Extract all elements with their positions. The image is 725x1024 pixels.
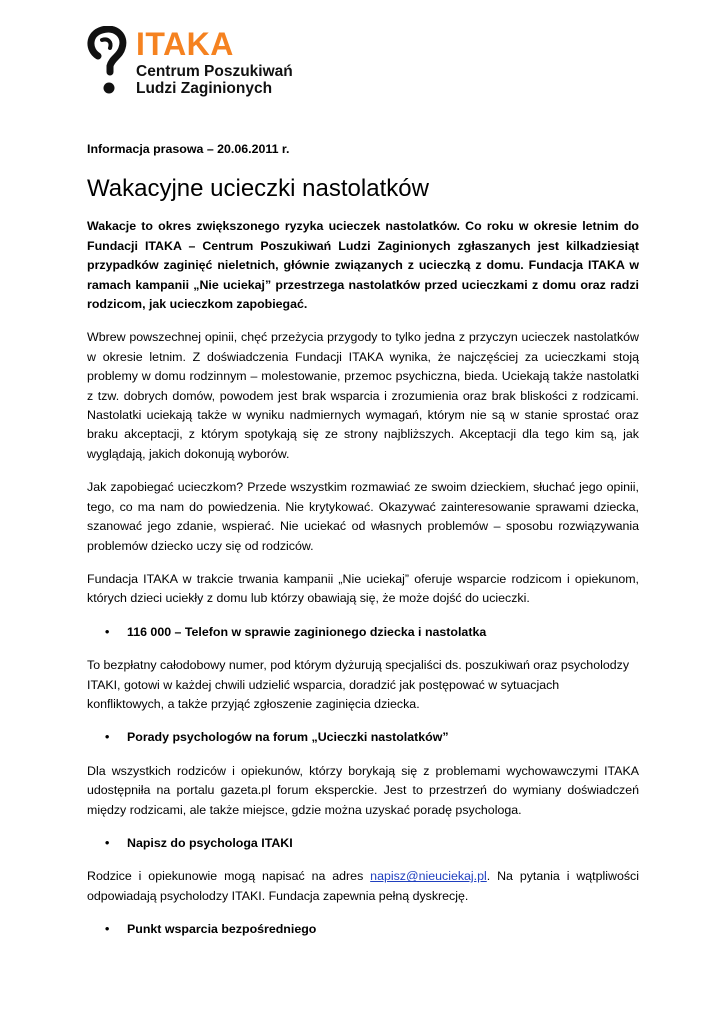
- section-heading-text: Punkt wsparcia bezpośredniego: [127, 922, 317, 937]
- write-text-before: Rodzice i opiekunowie mogą napisać na adres: [87, 869, 371, 884]
- body-paragraph-2: Jak zapobiegać ucieczkom? Przede wszystkim rozmawiać ze swoim dzieckiem, słuchać jego opinii, tego, co ma nam do powiedzenia. Nie krytykować. Okazywać zainteresowanie sprawami dziecka, szanować jego zdanie, wspierać. Nie uciekać od własnych problemów – sposobu rozwiązywania problemów dziecko uczy się od rodziców.: [87, 480, 639, 553]
- itaka-logo: [84, 26, 324, 100]
- email-link[interactable]: napisz@nieuciekaj.pl: [370, 869, 487, 884]
- body-paragraph-3: Fundacja ITAKA w trakcie trwania kampanii „Nie uciekaj” oferuje wsparcie rodzicom i opiekunom, których dzieci uciekły z domu lub którzy obawiają się, że może dojść do ucieczki.: [87, 571, 639, 606]
- section-heading-support-point: [87, 920, 639, 939]
- page-title: Wakacyjne ucieczki nastolatków: [87, 175, 429, 203]
- document-body: [87, 140, 639, 954]
- section-heading-hotline: [87, 623, 639, 642]
- press-info-date: Informacja prasowa – 20.06.2011 r.: [87, 142, 290, 156]
- bullet-icon: •: [105, 624, 110, 639]
- section-heading-text: Porady psychologów na forum „Ucieczki nastolatków”: [127, 730, 449, 745]
- lead-paragraph: Wakacje to okres zwiększonego ryzyka ucieczek nastolatków. Co roku w okresie letnim do Fundacji ITAKA – Centrum Poszukiwań Ludzi Zaginionych zgłaszanych jest kilkadziesiąt przypadków zaginięć nieletnich, głównie związanych z ucieczką z domu. Fundacja ITAKA w ramach kampanii „Nie uciekaj” przestrzega nastolatków przed ucieczkami z domu oraz radzi rodzicom, jak ucieczkom zapobiegać.: [87, 219, 639, 312]
- section-heading-write: [87, 834, 639, 853]
- write-text-after: . Na pytania i wątpliwości odpowiadają psycholodzy ITAKI. Fundacja zapewnia pełną dyskrecję.: [87, 869, 640, 903]
- bullet-icon: •: [105, 730, 110, 745]
- section-heading-text: Napisz do psychologa ITAKI: [127, 835, 293, 850]
- bullet-icon: •: [105, 922, 110, 937]
- bullet-icon: •: [105, 835, 110, 850]
- section-heading-text: 116 000 – Telefon w sprawie zaginionego dziecka i nastolatka: [127, 624, 487, 639]
- body-paragraph-1: Wbrew powszechnej opinii, chęć przeżycia przygody to tylko jedna z przyczyn ucieczek nastolatków w okresie letnim. Z doświadczenia Fundacji ITAKA wynika, że najczęściej za ucieczkami stoją problemy w domu rodzinnym – molestowanie, przemoc psychiczna, bieda. Uciekają także nastolatki z tzw. dobrych domów, powodem jest brak wsparcia i zrozumienia oraz brak bliskości z rodzicami. Nastolatki uciekają także w wyniku nadmiernych wymagań, którym nie są w stanie sprostać oraz braku akceptacji, z którym spotykają się ze strony najbliższych. Akceptacji dla tego kim są, jak wyglądają, jakich dokonują wyborów.: [87, 330, 639, 461]
- section-text-hotline: To bezpłatny całodobowy numer, pod którym dyżurują specjaliści ds. poszukiwań oraz psycholodzy ITAKI, gotowi w każdej chwili udzielić wsparcia, doradzić jak postępować w sytuacjach konfliktowych, a także przyjąć zgłoszenie zaginięcia dziecka.: [87, 658, 630, 711]
- logo-name: ITAKA: [136, 26, 234, 62]
- section-heading-forum: [87, 728, 639, 747]
- logo-subtitle-line1: Centrum Poszukiwań: [136, 63, 293, 80]
- question-mark-head-icon: [84, 26, 130, 98]
- section-text-write: [87, 867, 639, 906]
- section-text-forum: Dla wszystkich rodziców i opiekunów, którzy borykają się z problemami wychowawczymi ITAKA udostępniła na portalu gazeta.pl forum eksperckie. Jest to przestrzeń do wymiany doświadczeń między rodzicami, ale także miejsce, gdzie można uzyskać poradę psychologa.: [87, 763, 639, 817]
- logo-subtitle-line2: Ludzi Zaginionych: [136, 80, 273, 97]
